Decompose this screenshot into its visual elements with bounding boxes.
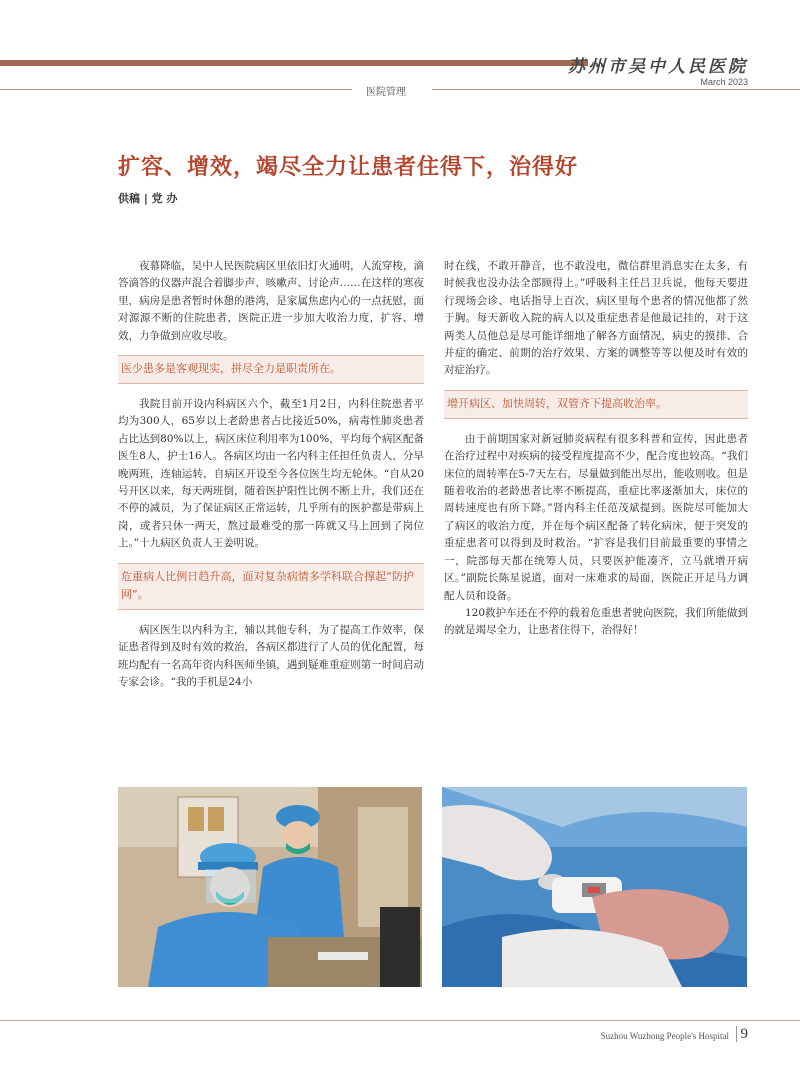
paragraph: 病区医生以内科为主，辅以其他专科，为了提高工作效率，保证患者得到及时有效的救治，各病区都进行了人员的优化配置，每班均配有一名高年资内科医师坐镇，遇到疑难重症则第一时间启动专家会诊。“我的手机是24小	[118, 623, 424, 688]
paragraph: 我院目前开设内科病区六个，截至1月2日，内科住院患者平均为300人，65岁以上老龄患者占比接近50%，病毒性肺炎患者占比达到80%以上，病区床位利用率为100%，平均每个病区配备医生8人，护士16人。各病区均由一名内科主任担任负责人，分早晚两班，连轴运转，自病区开设至今各位医生均无轮休。“自从20号开区以来，每天两班倒，随着医护阳性比例不断上升，我们还在不停的减员，为了保证病区正常运转，几乎所有的医护都是带病上岗，或者只休一两天，熬过最难受的那一阵就又马上回到了岗位上。”十九病区负责人王姜明说。	[118, 398, 424, 550]
section-label: 医院管理	[366, 87, 406, 98]
article-column-left	[118, 258, 424, 691]
subheading: 医少患多是客观现实，拼尽全力是职责所在。	[118, 355, 424, 384]
page-number: 9	[736, 1026, 749, 1042]
article-byline: 供稿 | 党 办	[118, 192, 178, 205]
paragraph: 由于前期国家对新冠肺炎病程有很多科普和宣传，因此患者在治疗过程中对疾病的接受程度提高不少，配合度也较高。“我们床位的周转率在5-7天左右，尽量做到能出尽出，能收则收。但是随着收治的老龄患者比率不断提高，重症比率逐渐加大，床位的周转速度也有所下降。”肾内科主任范茂斌提到。医院尽可能加大了病区的收治力度，并在每个病区配备了转化病床，便于突发的重症患者可以得到及时救治。“扩容是我们目前最重要的事情之一，院部每天都在统筹人员，只要医护能凑齐，立马就增开病区。”副院长陈星说道，面对一床难求的局面，医院正开足马力调配人员和设备。	[444, 432, 748, 602]
paragraph: 120救护车还在不停的载着危重患者驶向医院，我们所能做到的就是竭尽全力，让患者住得下，治得好！	[444, 606, 748, 637]
footer-hospital-name: Suzhou Wuzhong People's Hospital	[600, 1031, 729, 1041]
paragraph: 夜幕降临，吴中人民医院病区里依旧灯火通明，人流穿梭，滴答滴答的仪器声混合着脚步声、咳嗽声、讨论声……在这样的寒夜里，病房是患者暂时休憩的港湾，是家属焦虑内心的一点抚慰，面对源源不断的住院患者，医院正进一步加大收治力度，扩容、增效，力争做到应收尽收。	[118, 260, 424, 342]
hospital-name: 苏州市吴中人民医院	[568, 57, 748, 77]
footer-rule	[0, 1020, 800, 1021]
header-color-bar	[0, 60, 588, 66]
paragraph: 时在线，不敢开静音，也不敢没电，微信群里消息实在太多，有时候我也没办法全部顾得上。”呼吸科主任吕卫兵说，他每天要进行现场会诊、电话指导上百次，病区里每个患者的情况他都了然于胸。每天新收入院的病人以及重症患者是他最记挂的，对于这两类人员他总是尽可能详细地了解各方面情况，病史的摸排、合并症的确定、前期的治疗效果、方案的调整等等以便及时有效的对症治疗。	[444, 260, 748, 377]
header-rule-left	[0, 89, 352, 90]
article-column-right	[444, 258, 748, 640]
issue-date: March 2023	[700, 77, 748, 87]
subheading: 危重病人比例日趋升高，面对复杂病情多学科联合撑起“防护网”。	[118, 563, 424, 610]
article-title: 扩容、增效，竭尽全力让患者住得下，治得好	[118, 154, 579, 180]
photo-medical-staff-at-workstation	[118, 787, 422, 987]
photo-pulse-oximeter-on-patient-hand	[442, 787, 747, 987]
subheading: 增开病区、加快周转，双管齐下提高收治率。	[444, 390, 748, 419]
header-rule-right	[432, 89, 800, 90]
